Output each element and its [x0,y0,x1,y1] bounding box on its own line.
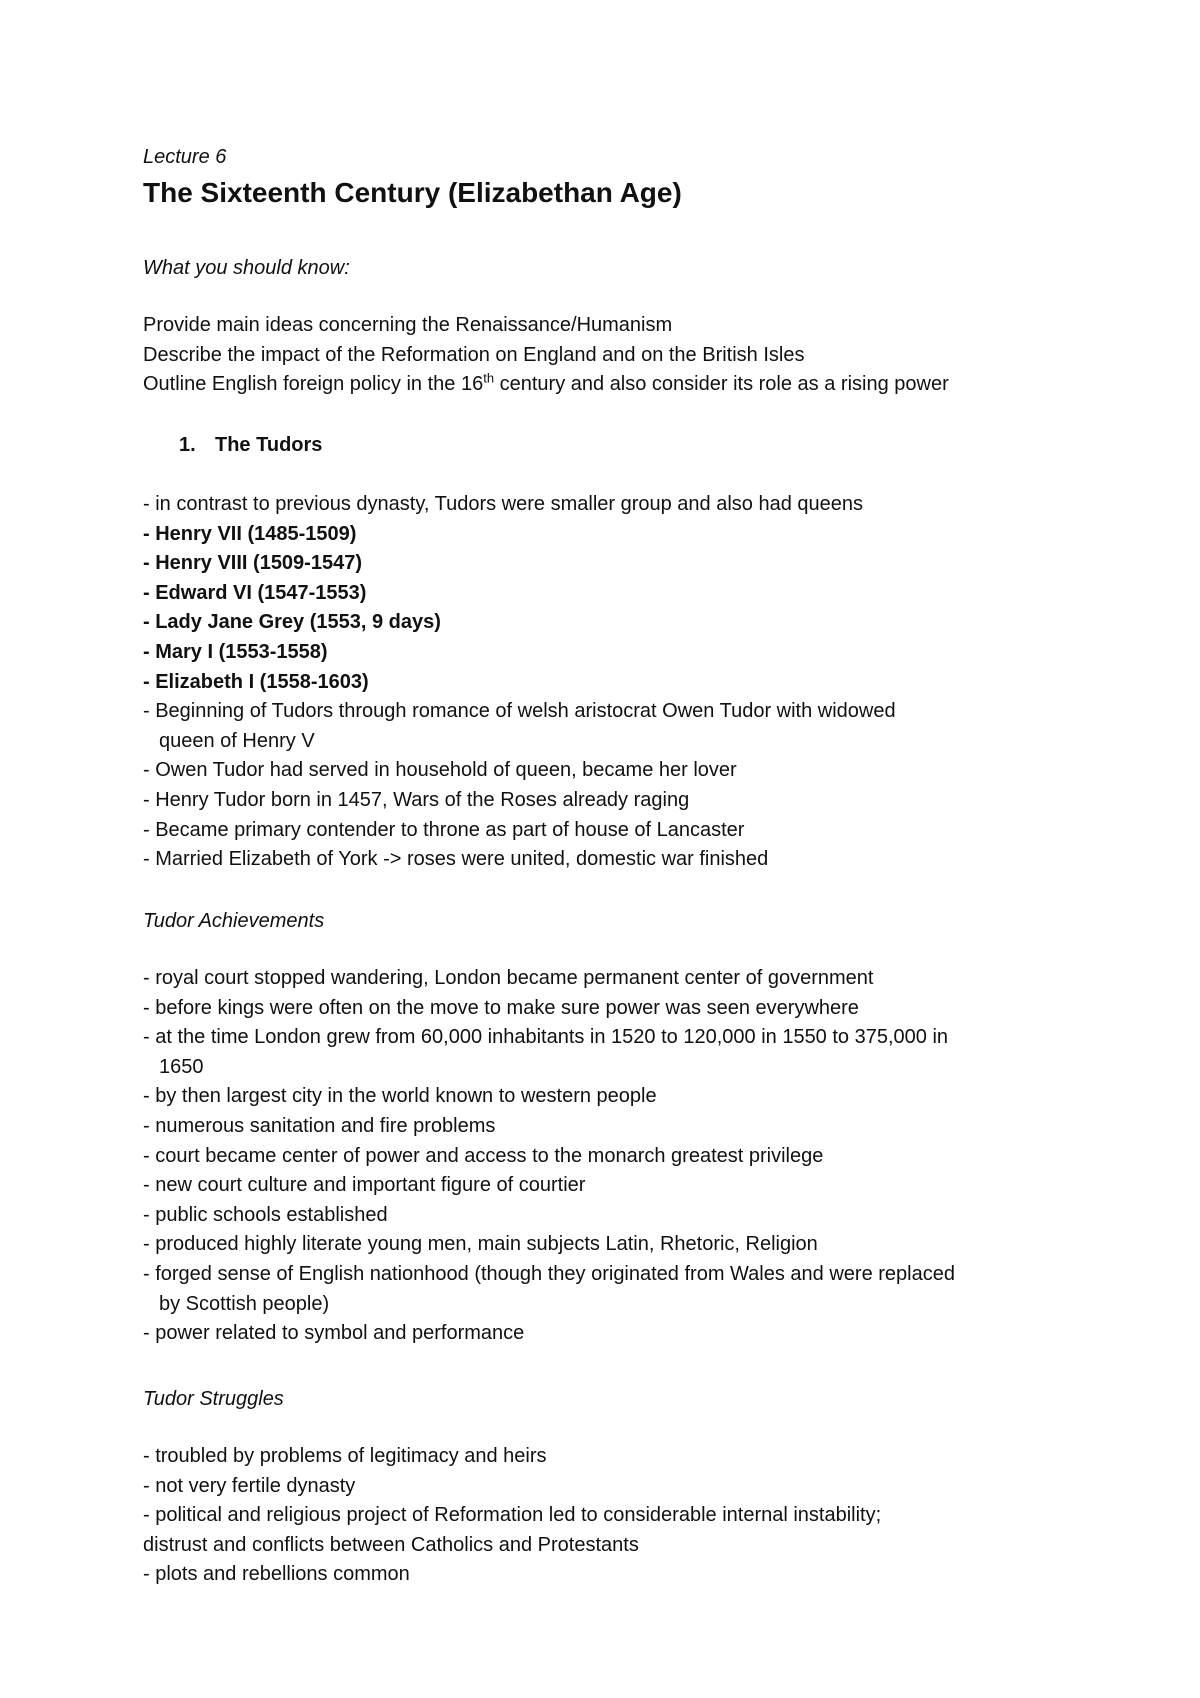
list-item [143,697,896,756]
list-item [143,1023,955,1082]
objectives-heading: What you should know: [143,257,350,279]
section-number: 1. [179,434,196,456]
list-item-continuation: queen of Henry V [159,729,315,752]
list-item: - in contrast to previous dynasty, Tudors were smaller group and also had queens [143,493,864,515]
objective-item: Describe the impact of the Reformation on England and on the British Isles [143,343,805,366]
list-item: - political and religious project of Reformation led to considerable internal instability; [143,1504,882,1527]
lecture-label: Lecture 6 [143,146,227,168]
objectives-list [143,311,949,400]
list-item: - Edward VI (1547-1553) [143,581,367,604]
achievements-list [143,964,955,1349]
list-item: - Henry VII (1485-1509) [143,522,357,545]
list-item: - Elizabeth I (1558-1603) [143,670,369,693]
list-item: - Married Elizabeth of York -> roses were united, domestic war finished [143,848,769,871]
tudors-list [143,490,896,875]
superscript: th [483,370,495,386]
list-item: - Henry Tudor born in 1457, Wars of the Roses already raging [143,788,690,811]
struggles-list [143,1442,881,1590]
list-item: - produced highly literate young men, main subjects Latin, Rhetoric, Religion [143,1233,818,1256]
list-item: - Lady Jane Grey (1553, 9 days) [143,611,441,634]
objective-text: Outline English foreign policy in the 16 [143,373,484,396]
list-item: - Mary I (1553-1558) [143,640,328,663]
list-item-text: - Beginning of Tudors through romance of welsh aristocrat Owen Tudor with widowed [143,700,896,723]
list-item: distrust and conflicts between Catholics and Protestants [143,1533,639,1556]
section-heading-text: The Tudors [215,434,323,456]
objective-item [143,370,949,400]
section-heading-tudors [179,433,322,457]
list-item: - Henry VIII (1509-1547) [143,552,362,575]
list-item: - numerous sanitation and fire problems [143,1114,496,1137]
list-item: - court became center of power and access to the monarch greatest privilege [143,1144,824,1167]
list-item-continuation: by Scottish people) [159,1292,330,1315]
achievements-heading: Tudor Achievements [143,910,325,932]
list-item-text: - forged sense of English nationhood (though they originated from Wales and were replaced [143,1262,955,1285]
list-item-continuation: 1650 [159,1055,204,1078]
list-item: - public schools established [143,1203,388,1226]
list-item: - Owen Tudor had served in household of queen, became her lover [143,759,737,782]
list-item: - plots and rebellions common [143,1563,410,1586]
list-item: - before kings were often on the move to make sure power was seen everywhere [143,996,859,1019]
list-item: - by then largest city in the world known to western people [143,1085,657,1108]
list-item: - not very fertile dynasty [143,1474,356,1497]
list-item: - Became primary contender to throne as part of house of Lancaster [143,818,745,841]
list-item: - power related to symbol and performance [143,1322,525,1345]
objective-item: Provide main ideas concerning the Renaissance/Humanism [143,314,673,336]
struggles-heading: Tudor Struggles [143,1388,284,1410]
list-item: - troubled by problems of legitimacy and heirs [143,1445,547,1467]
list-item: - royal court stopped wandering, London became permanent center of government [143,967,874,989]
list-item: - new court culture and important figure of courtier [143,1174,586,1197]
list-item [143,1260,955,1319]
list-item-text: - at the time London grew from 60,000 inhabitants in 1520 to 120,000 in 1550 to 375,000 in [143,1026,949,1049]
objective-text: century and also consider its role as a rising power [494,373,949,396]
page-title: The Sixteenth Century (Elizabethan Age) [143,177,682,208]
